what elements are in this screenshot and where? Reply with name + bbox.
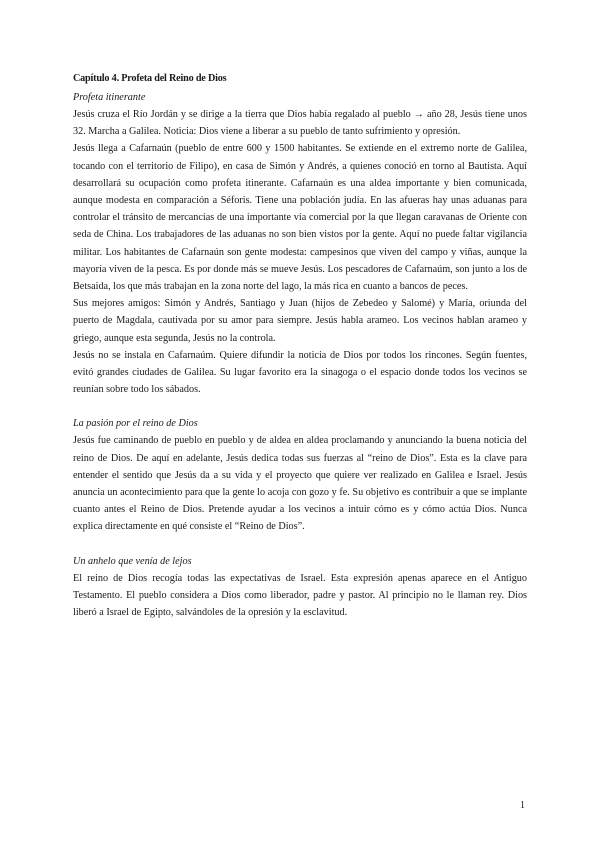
paragraph: El reino de Dios recogía todas las expectativas de Israel. Esta expresión apenas aparece en el Antiguo Testamento. El pueblo considera a Dios como liberador, padre y pastor. Al principio no le llaman rey. Dios liberó a Israel de Egipto, salvándoles de la opresión y la esclavitud. <box>73 572 527 619</box>
paragraph: Jesús fue caminando de pueblo en pueblo y de aldea en aldea proclamando y anunciando la buena noticia del reino de Dios. De aquí en adelante, Jesús dedica todas sus fuerzas al “reino de Dios”. Esta es la clave para entender el sentido que Jesús da a su vida y el proyecto que quiere ver realizado en Galilea e Israel. Jesús anuncia un acontecimiento para que la gente lo acoja con gozo y fe. Su objetivo es contribuir a que se implante cuanto antes el Reino de Dios. Pretende ayudar a los vecinos a intuir cómo es y cómo actúa Dios. Nunca explica directamente en qué consiste el “Reino de Dios”. <box>73 435 527 533</box>
spacer <box>73 398 527 415</box>
spacer <box>73 536 527 553</box>
section-title: Profeta itinerante <box>73 92 146 103</box>
section-title: Un anhelo que venía de lejos <box>73 555 192 567</box>
paragraph: Sus mejores amigos: Simón y Andrés, Santiago y Juan (hijos de Zebedeo y Salomé) y María, oriunda del puerto de Magdala, cautivada por su amor para siempre. Jesús habla arameo. Los vecinos hablan arameo y griego, aunque esta segunda, Jesús no la controla. <box>73 298 527 344</box>
paragraph: Jesús llega a Cafarnaún (pueblo de entre 600 y 1500 habitantes. Se extiende en el extremo norte de Galilea, tocando con el territorio de Filipo), en casa de Simón y Andrés, a quienes conoció en torno al Bautista. Aquí desarrollará su ocupación como profeta itinerante. Cafarnaún es una aldea importante y bien comunicada, aunque modesta en comparación a Séforis. Tiene una población judía. En las afueras hay unas aduanas para controlar el tránsito de mercancías de una importante vía comercial por la que llegan caravanas de Oriente con seda de China. Los trabajadores de las aduanas no son bien vistos por la gente. Aquí no puede faltar vigilancia militar. Los habitantes de Cafarnaún son gente modesta: campesinos que viven del campo y viñas, aunque la mayoría viven de la pesca. Es por donde más se mueve Jesús. Los pescadores de Cafarnaúm, son junto a los de Betsaida, los que más trabajan en la zona norte del lago, la más rica en cuanto a bancos de peces. <box>73 143 527 293</box>
section-profeta-itinerante <box>73 89 527 398</box>
page-number: 1 <box>520 800 525 811</box>
paragraph: Jesús cruza el Río Jordán y se dirige a la tierra que Dios había regalado al pueblo → año 28, Jesús tiene unos 32. Marcha a Galilea. Noticia: Dios viene a liberar a su pueblo de tanto sufrimiento y opresión. <box>73 109 527 138</box>
section-pasion-reino <box>73 415 527 535</box>
section-title: La pasión por el reino de Dios <box>73 418 198 430</box>
chapter-title: Capítulo 4. Profeta del Reino de Dios <box>73 73 227 84</box>
document-page <box>73 72 527 621</box>
section-anhelo <box>73 553 527 622</box>
paragraph: Jesús no se instala en Cafarnaúm. Quiere difundir la noticia de Dios por todos los rincones. Según fuentes, evitó grandes ciudades de Galilea. Su lugar favorito era la sinagoga o el espacio donde todos los vecinos se reunían sobre todo los sábados. <box>73 349 527 396</box>
